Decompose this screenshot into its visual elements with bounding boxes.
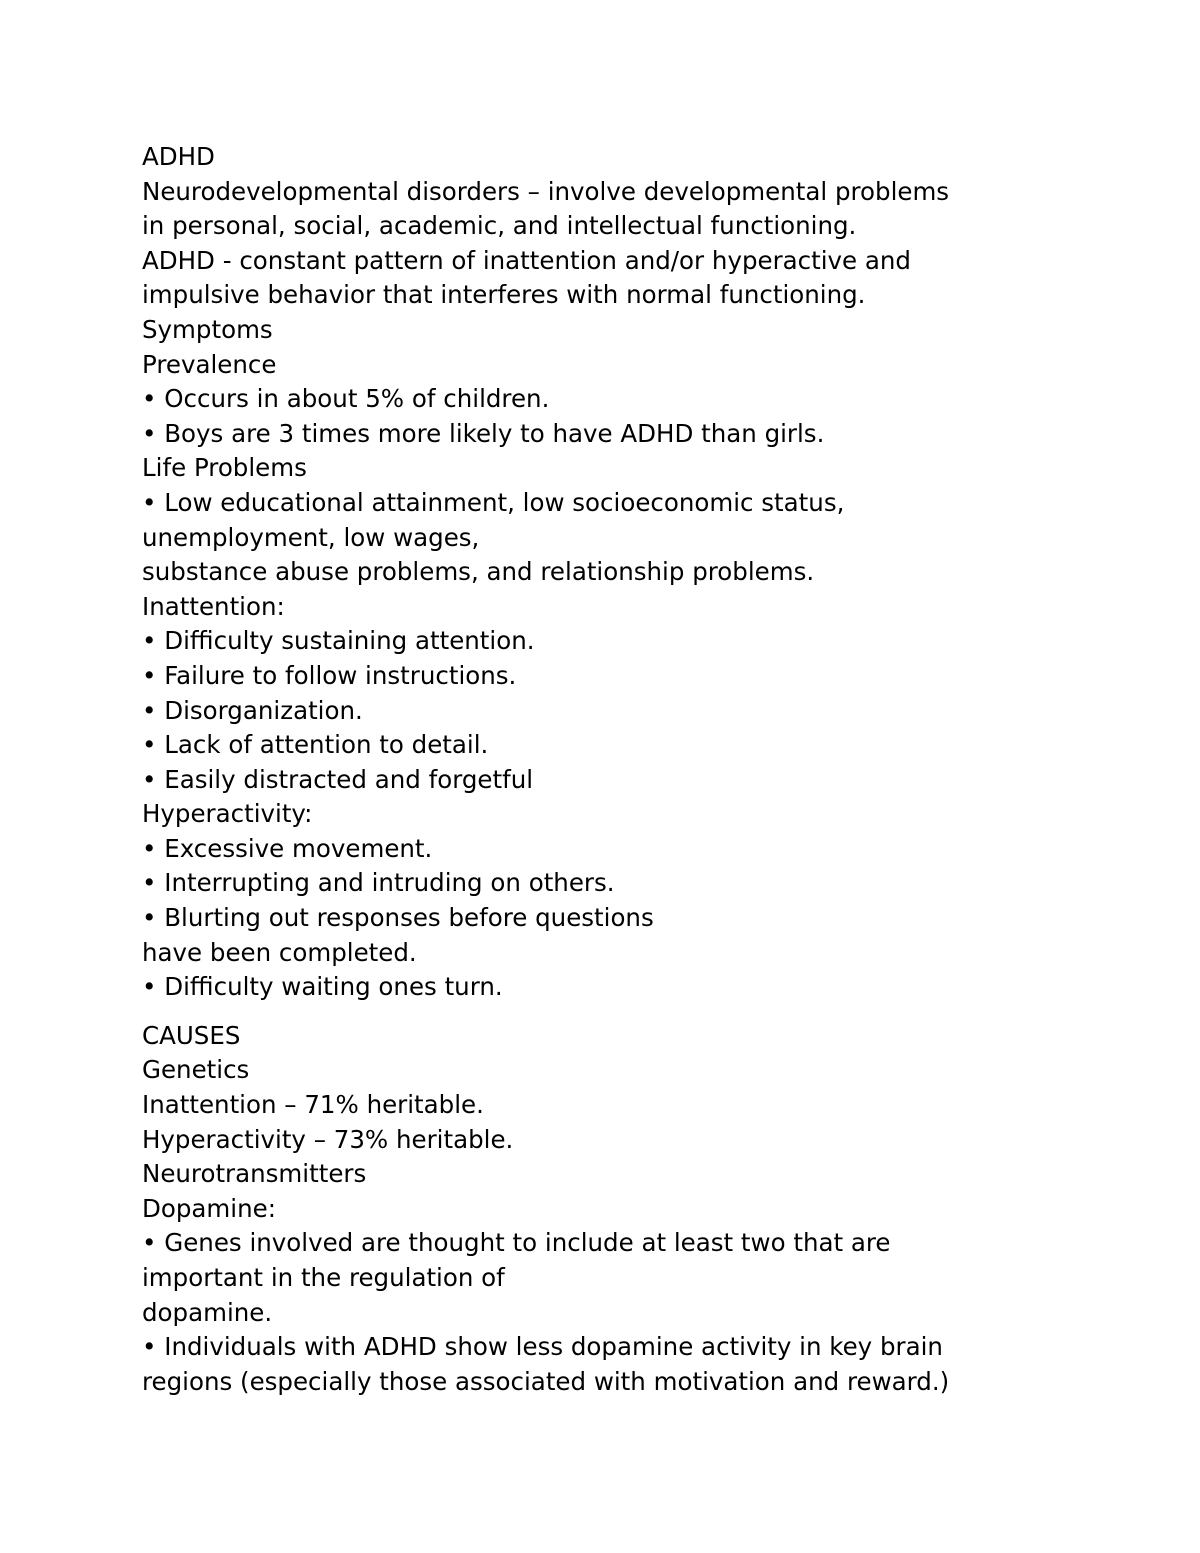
dopamine-line: important in the regulation of xyxy=(142,1263,505,1292)
dopamine-heading: Dopamine: xyxy=(142,1193,276,1223)
hyperactivity-line: • Difficulty waiting ones turn. xyxy=(142,972,503,1002)
life-problems-heading: Life Problems xyxy=(142,453,307,483)
symptoms-heading: Symptoms xyxy=(142,314,273,344)
hyperactivity-line: • Blurting out responses before questions xyxy=(142,903,654,933)
inattention-heading: Inattention: xyxy=(142,591,285,621)
intro-line: impulsive behavior that interferes with normal functioning. xyxy=(142,280,866,310)
inattention-item: • Difficulty sustaining attention. xyxy=(142,626,535,656)
intro-line: in personal, social, academic, and intellectual functioning. xyxy=(142,211,857,241)
inattention-item: • Failure to follow instructions. xyxy=(142,660,517,690)
intro-line: ADHD - constant pattern of inattention and/or hyperactive and xyxy=(142,245,911,275)
intro-line: Neurodevelopmental disorders – involve developmental problems xyxy=(142,176,950,206)
inattention-item: • Lack of attention to detail. xyxy=(142,730,489,760)
hyperactivity-line: • Interrupting and intruding on others. xyxy=(142,868,615,898)
hyperactivity-line: • Excessive movement. xyxy=(142,833,433,863)
inattention-item: • Easily distracted and forgetful xyxy=(142,764,534,794)
genetics-heading: Genetics xyxy=(142,1055,250,1085)
life-problems-line: substance abuse problems, and relationship problems. xyxy=(142,557,815,587)
hyperactivity-line: have been completed. xyxy=(142,937,417,967)
life-problems-line: unemployment, low wages, xyxy=(142,522,480,552)
causes-heading: CAUSES xyxy=(142,1020,241,1050)
prevalence-heading: Prevalence xyxy=(142,349,277,379)
dopamine-line: • Individuals with ADHD show less dopamine activity in key brain xyxy=(142,1332,943,1362)
dopamine-line: • Genes involved are thought to include at least two that are xyxy=(142,1228,891,1258)
genetics-item: Hyperactivity – 73% heritable. xyxy=(142,1124,514,1154)
life-problems-line: • Low educational attainment, low socioeconomic status, xyxy=(142,487,845,517)
genetics-item: Inattention – 71% heritable. xyxy=(142,1090,484,1120)
document-title: ADHD xyxy=(142,142,215,171)
paragraph-spacer xyxy=(142,1005,1142,1019)
neurotransmitters-heading: Neurotransmitters xyxy=(142,1159,367,1189)
hyperactivity-heading: Hyperactivity: xyxy=(142,799,313,829)
dopamine-line: regions (especially those associated with motivation and reward.) xyxy=(142,1366,950,1396)
document-body xyxy=(142,140,1142,1399)
inattention-item: • Disorganization. xyxy=(142,695,363,725)
prevalence-item: • Boys are 3 times more likely to have ADHD than girls. xyxy=(142,418,825,448)
dopamine-line: dopamine. xyxy=(142,1297,273,1327)
prevalence-item: • Occurs in about 5% of children. xyxy=(142,384,550,414)
